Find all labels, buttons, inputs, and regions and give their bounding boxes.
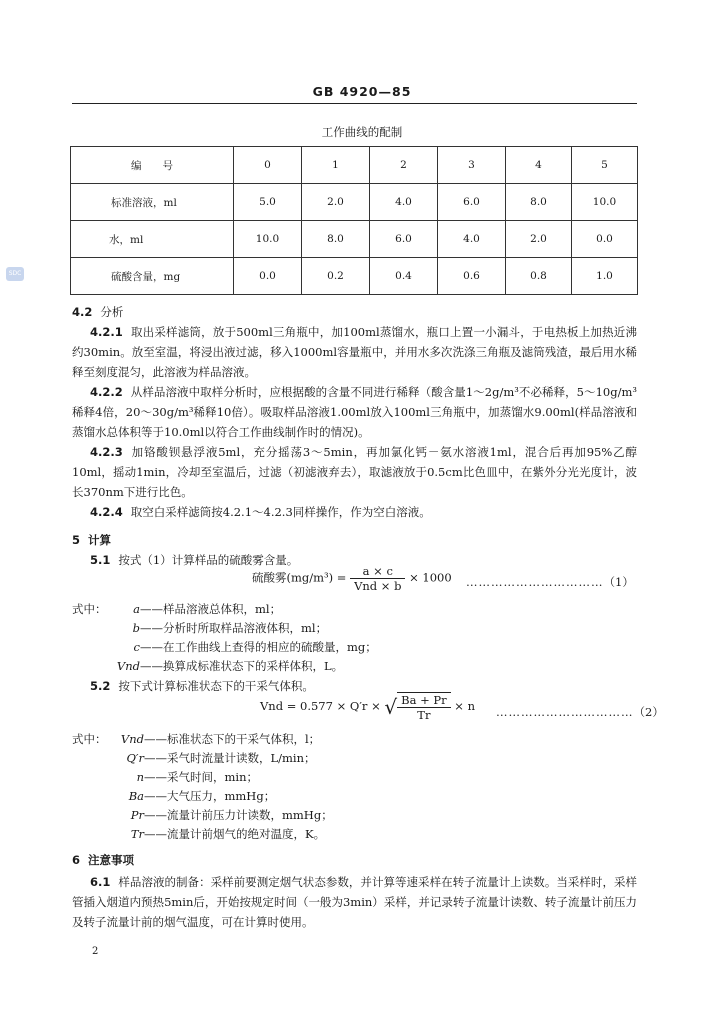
table-cell: 6.0 bbox=[370, 221, 438, 258]
paragraph-6-1: 6.1 样品溶液的制备：采样前要测定烟气状态参数，并计算等速采样在转子流量计上读数。当采样时，采样管插入烟道内预热5min后，开始按规定时间（一般为3min）采样，并记录转子流量计读数、转子流量计前压力及转子流量计前的烟气温度，可在计算时使用。 bbox=[72, 875, 637, 929]
equation-1-tag: ……………………………（1） bbox=[466, 575, 634, 589]
paragraph-5-2: 5.2 按下式计算标准状态下的干采气体积。 bbox=[90, 679, 314, 693]
table-cell: 5.0 bbox=[234, 184, 302, 221]
table-header-cell: 4 bbox=[506, 147, 572, 184]
table-header-cell: 5 bbox=[572, 147, 638, 184]
paragraph-4-2-1: 4.2.1 取出采样滤筒，放于500ml三角瓶中，加100ml蒸馏水，瓶口上置一小漏斗，于电热板上加热近沸约30min。放至室温，将浸出液过滤，移入1000ml容量瓶中，并用水多次洗涤三角瓶及滤筒残渣，最后用水稀释至刻度混匀，此溶液为样品溶液。 bbox=[72, 325, 637, 379]
table-row bbox=[71, 221, 638, 258]
table-cell: 2.0 bbox=[302, 184, 370, 221]
where-item: Ba——大气压力，mmHg； bbox=[128, 789, 276, 803]
table-header-cell: 0 bbox=[234, 147, 302, 184]
where-item: Pr——流量计前压力计读数，mmHg； bbox=[130, 808, 333, 822]
equation-1-fraction: $\frac{a \times c}{\text{Vnd × b}}$ bbox=[350, 564, 405, 593]
table-cell: 0.0 bbox=[234, 258, 302, 295]
table-header-row bbox=[71, 147, 638, 184]
page-number: 2 bbox=[92, 946, 99, 957]
where-list-2 bbox=[72, 730, 333, 844]
where-item: c——在工作曲线上查得的相应的硫酸量，mg； bbox=[133, 640, 377, 654]
row-label: 水，ml bbox=[71, 221, 234, 258]
where-item: n——采气时间，min； bbox=[136, 770, 258, 784]
equation-2-fraction: $\frac{Ba + Pr}{Tr}$ bbox=[397, 692, 451, 722]
table-cell: 0.4 bbox=[370, 258, 438, 295]
paragraph-4-2-2: 4.2.2 从样品溶液中取样分析时，应根据酸的含量不同进行稀释（酸含量1～2g/m³不必稀释，5～10g/m³稀释4倍，20～30g/m³稀释10倍）。吸取样品溶液1.00ml放入100ml三角瓶中，加蒸馏水9.00ml(样品溶液和蒸馏水总体积等于10.0ml以符合工作曲线制作时的情况)。 bbox=[72, 385, 637, 439]
where-item: 式中： Vnd——标准状态下的干采气体积，l； bbox=[72, 732, 321, 746]
table-cell: 2.0 bbox=[506, 221, 572, 258]
table-title: 工作曲线的配制 bbox=[321, 125, 403, 139]
table-header-cell: 1 bbox=[302, 147, 370, 184]
paragraph-4-2-4: 4.2.4 取空白采样滤筒按4.2.1～4.2.3同样操作，作为空白溶液。 bbox=[90, 505, 431, 519]
table-cell: 4.0 bbox=[438, 221, 506, 258]
table-header-cell: 2 bbox=[370, 147, 438, 184]
table-row bbox=[71, 184, 638, 221]
table-header-cell: 3 bbox=[438, 147, 506, 184]
table-cell: 0.2 bbox=[302, 258, 370, 295]
where-item: Vnd——换算成标准状态下的采样体积，L。 bbox=[116, 659, 344, 673]
table-cell: 10.0 bbox=[234, 221, 302, 258]
where-item: 式中： a——样品溶液总体积，ml； bbox=[72, 602, 282, 616]
table-cell: 6.0 bbox=[438, 184, 506, 221]
table-cell: 0.8 bbox=[506, 258, 572, 295]
equation-1: 硫酸雾(mg/m³) = $\frac{a \times c}{\text{Vnd × b}}$ × 1000 bbox=[252, 564, 452, 593]
table-cell: 1.0 bbox=[572, 258, 638, 295]
table-cell: 0.6 bbox=[438, 258, 506, 295]
row-label: 硫酸含量，mg bbox=[71, 258, 234, 295]
section-6-heading: 6 注意事项 bbox=[72, 853, 135, 867]
standard-header: GB 4920—85 bbox=[312, 84, 412, 99]
sqrt-sign-icon: √ bbox=[384, 695, 398, 719]
where-item: b——分析时所取样品溶液体积，ml； bbox=[132, 621, 328, 635]
equation-2-tag: ……………………………（2） bbox=[496, 705, 664, 719]
table-row bbox=[71, 258, 638, 295]
paragraph-4-2-3: 4.2.3 加铬酸钡悬浮液5ml，充分摇荡3～5min，再加氯化钙－氨水溶液1ml，混合后再加95%乙醇10ml，摇动1min，冷却至室温后，过滤（初滤液弃去），取滤液放于0.5cm比色皿中，在紫外分光光度计，波长370nm下进行比色。 bbox=[72, 445, 637, 499]
side-stamp: SDC bbox=[6, 267, 24, 281]
header-rule bbox=[72, 103, 637, 104]
table-header-cell: 编 号 bbox=[71, 147, 234, 184]
where-item: Q′r——采气时流量计读数，L/min； bbox=[126, 751, 316, 765]
table-cell: 8.0 bbox=[302, 221, 370, 258]
table-cell: 4.0 bbox=[370, 184, 438, 221]
where-list-1 bbox=[72, 600, 377, 676]
equation-2: Vnd = 0.577 × Q′r × √ $\frac{Ba + Pr}{Tr}$ × n bbox=[260, 693, 475, 722]
row-label: 标准溶液，ml bbox=[71, 184, 234, 221]
paragraph-5-1: 5.1 按式（1）计算样品的硫酸雾含量。 bbox=[90, 553, 299, 567]
table-cell: 10.0 bbox=[572, 184, 638, 221]
section-5-heading: 5 计算 bbox=[72, 533, 112, 547]
table-cell: 0.0 bbox=[572, 221, 638, 258]
where-item: Tr——流量计前烟气的绝对温度，K。 bbox=[130, 827, 326, 841]
calibration-table bbox=[70, 146, 638, 295]
section-4-2-heading: 4.2 分析 bbox=[72, 305, 124, 319]
table-cell: 8.0 bbox=[506, 184, 572, 221]
